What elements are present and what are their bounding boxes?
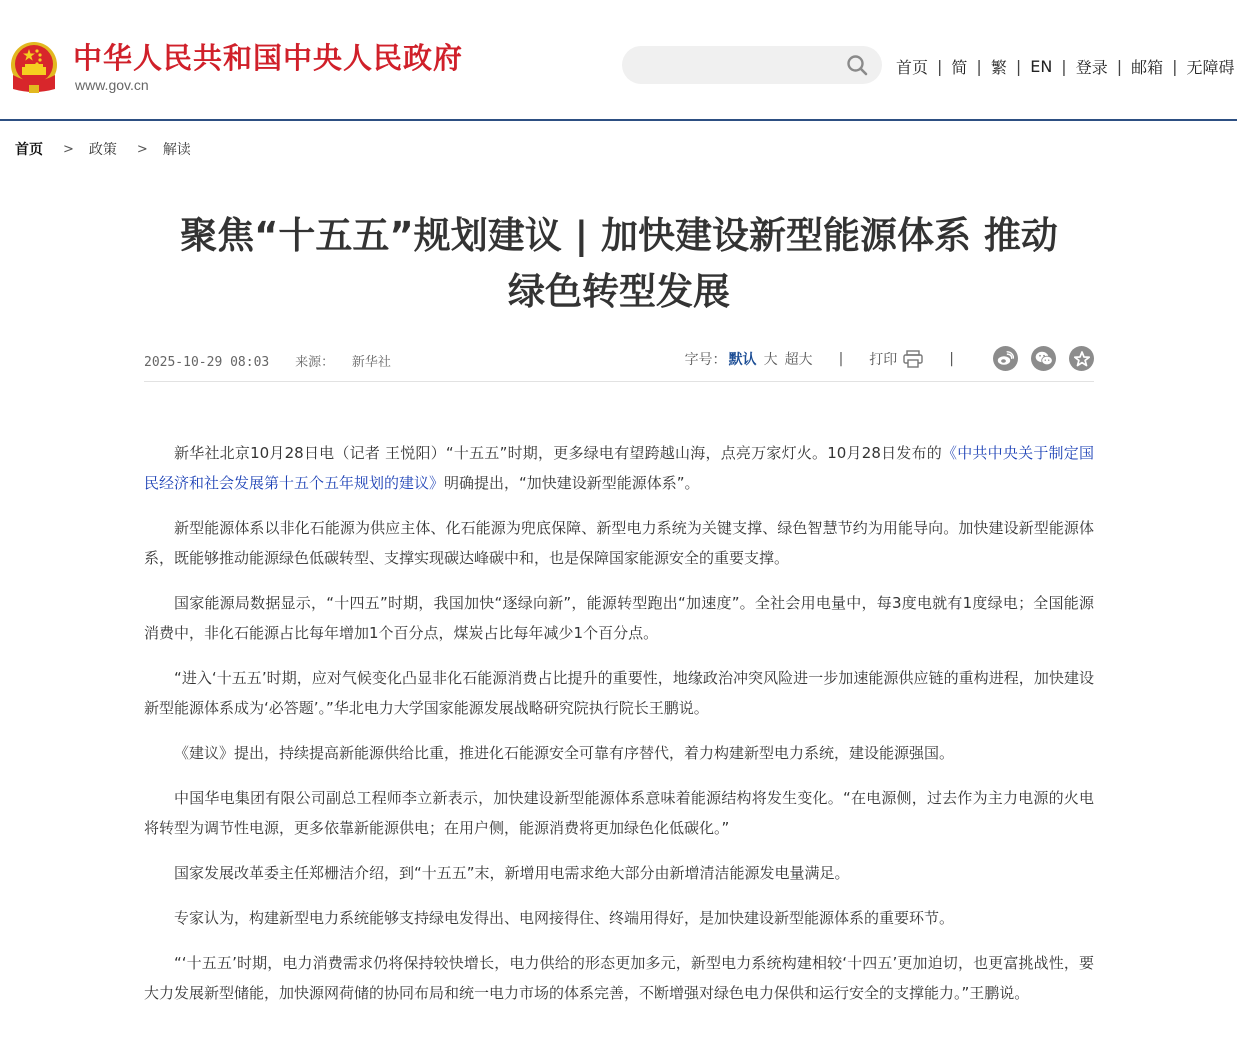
chevron-right-icon: >: [63, 141, 74, 157]
paragraph: “‘十五五’时期，电力消费需求仍将保持较快增长，电力供给的形态更加多元，新型电力系统构建相较‘十四五’更加迫切，也更富挑战性，要大力发展新型储能，加快源网荷储的协同布局和统一电力市场的体系完善，不断增强对绿色电力保供和运行安全的支撑能力。”王鹏说。: [144, 954, 1094, 1002]
nav-separator: |: [1015, 57, 1022, 76]
meta-separator: |: [838, 350, 844, 367]
site-domain: www.gov.cn: [75, 77, 149, 93]
breadcrumb-policy[interactable]: 政策: [88, 142, 117, 158]
source-label: 来源：: [295, 355, 335, 370]
breadcrumb-home[interactable]: 首页: [15, 142, 43, 158]
source-name: 新华社: [351, 355, 391, 370]
nav-traditional[interactable]: 繁: [990, 58, 1007, 77]
breadcrumb: [15, 139, 191, 159]
print-label: 打印: [869, 351, 898, 368]
printer-icon: [903, 350, 923, 368]
proposal-document-link[interactable]: 《中共中央关于制定国民经济和社会发展第十五个五年规划的建议》: [144, 444, 1094, 492]
nav-separator: |: [1061, 57, 1067, 76]
article-body: [144, 438, 1094, 1023]
search-box: [622, 46, 882, 84]
nav-english[interactable]: EN: [1030, 57, 1053, 76]
nav-separator: |: [1116, 57, 1123, 76]
meta-separator: |: [949, 350, 954, 367]
search-input[interactable]: [636, 46, 841, 84]
paragraph: 《建议》提出，持续提高新能源供给比重，推进化石能源安全可靠有序替代，着力构建新型电力系统，建设能源强国。: [174, 744, 955, 762]
article-title-line1: 聚焦“十五五”规划建议 | 加快建设新型能源体系 推动: [180, 214, 1058, 257]
paragraph: [144, 438, 1094, 498]
publish-datetime: 2025-10-29 08:03: [144, 355, 270, 370]
nav-home[interactable]: 首页: [896, 58, 929, 77]
nav-simplified[interactable]: 简: [951, 58, 968, 77]
paragraph-text: 明确提出，“加快建设新型能源体系”。: [444, 474, 700, 492]
chevron-right-icon: >: [136, 141, 148, 157]
nav-mail[interactable]: 邮箱: [1131, 58, 1164, 77]
nav-accessibility[interactable]: 无障碍: [1186, 58, 1235, 77]
paragraph: 专家认为，构建新型电力系统能够支持绿电发得出、电网接得住、终端用得好，是加快建设新型能源体系的重要环节。: [174, 909, 955, 927]
nav-separator: |: [937, 57, 943, 76]
font-size-xlarge[interactable]: 超大: [784, 351, 813, 368]
search-icon[interactable]: [846, 54, 868, 76]
font-size-large[interactable]: 大: [763, 351, 778, 368]
weibo-share-icon[interactable]: [993, 346, 1018, 371]
breadcrumb-interpretation[interactable]: 解读: [162, 142, 191, 158]
paragraph: “进入‘十五五’时期，应对气候变化凸显非化石能源消费占比提升的重要性，地缘政治冲突风险进一步加速能源供应链的重构进程，加快建设新型能源体系成为‘必答题’。”华北电力大学国家能源发展战略研究院执行院长王鹏说。: [144, 669, 1094, 717]
paragraph: 国家能源局数据显示，“十四五”时期，我国加快“逐绿向新”，能源转型跑出“加速度”。全社会用电量中，每3度电就有1度绿电；全国能源消费中，非化石能源占比每年增加1个百分点，煤炭占比每年减少1个百分点。: [144, 594, 1094, 642]
nav-separator: |: [1172, 57, 1178, 76]
article-title: [144, 208, 1094, 320]
site-header: [0, 0, 1237, 121]
print-button[interactable]: [869, 349, 923, 369]
favorite-star-icon[interactable]: [1069, 346, 1094, 371]
wechat-share-icon[interactable]: [1031, 346, 1056, 371]
font-size-default[interactable]: 默认: [728, 351, 757, 368]
nav-separator: |: [976, 57, 982, 76]
paragraph-text: 新华社北京10月28日电（记者 王悦阳）“十五五”时期，更多绿电有望跨越山海，点亮万家灯火。10月28日发布的: [174, 444, 942, 462]
national-emblem-icon[interactable]: [9, 41, 59, 95]
font-size-label: 字号：: [684, 351, 727, 368]
paragraph: 新型能源体系以非化石能源为供应主体、化石能源为兜底保障、新型电力系统为关键支撑、绿色智慧节约为用能导向。加快建设新型能源体系，既能够推动能源绿色低碳转型、支撑实现碳达峰碳中和，也是保障国家能源安全的重要支撑。: [144, 519, 1094, 567]
paragraph: 国家发展改革委主任郑栅洁介绍，到“十五五”末，新增用电需求绝大部分由新增清洁能源发电量满足。: [174, 864, 850, 882]
nav-login[interactable]: 登录: [1075, 58, 1108, 77]
article-title-line2: 绿色转型发展: [508, 270, 730, 313]
top-nav: [896, 55, 1235, 78]
paragraph: 中国华电集团有限公司副总工程师李立新表示，加快建设新型能源体系意味着能源结构将发生变化。“在电源侧，过去作为主力电源的火电将转型为调节性电源，更多依靠新能源供电；在用户侧，能源消费将更加绿色化低碳化。”: [144, 789, 1094, 837]
site-title[interactable]: 中华人民共和国中央人民政府: [73, 41, 464, 75]
article-meta: [144, 340, 1094, 382]
